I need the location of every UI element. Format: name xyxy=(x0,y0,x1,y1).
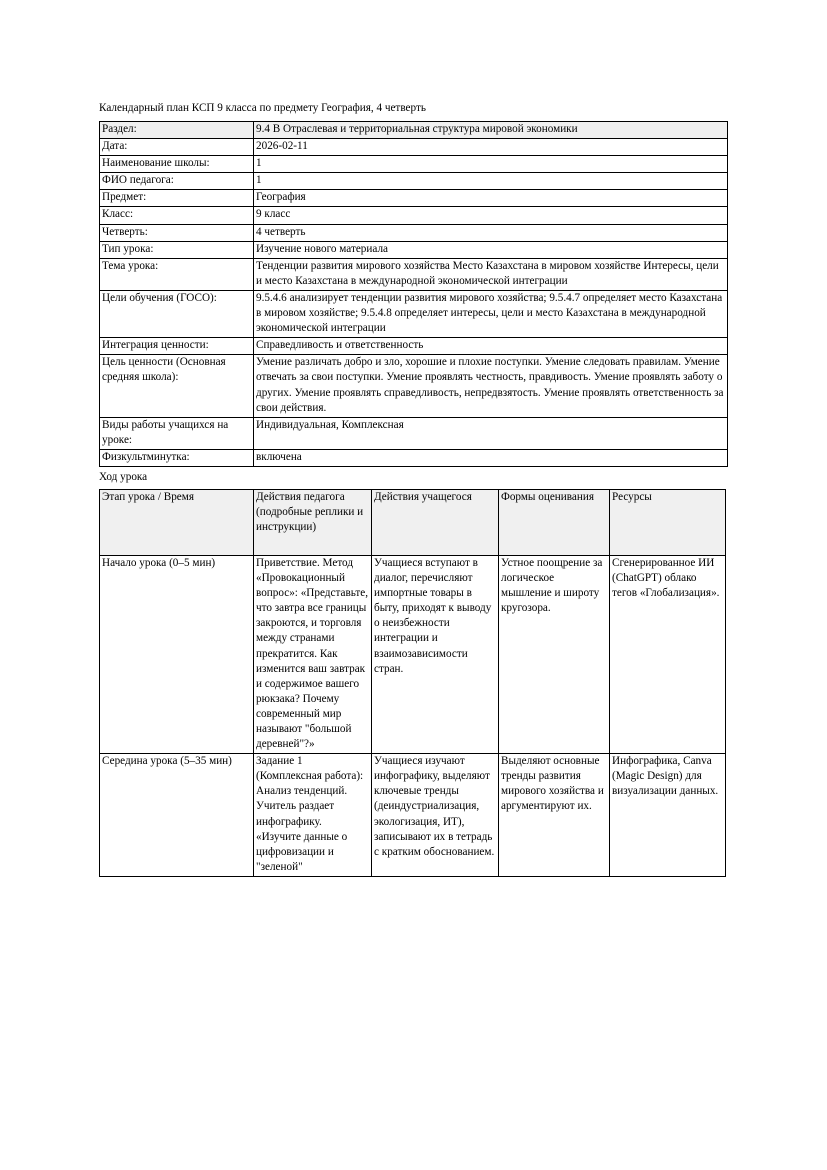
column-header-assessment: Формы оценивания xyxy=(499,489,610,555)
info-value: Изучение нового материала xyxy=(256,242,388,255)
info-label-cell xyxy=(100,241,254,258)
info-label: Интеграция ценности: xyxy=(102,339,209,352)
info-label-cell xyxy=(100,355,254,417)
info-value: 9 класс xyxy=(256,208,291,221)
info-label: Раздел: xyxy=(102,123,137,135)
info-label-cell xyxy=(100,417,254,449)
info-label-cell xyxy=(100,156,254,173)
info-value-cell xyxy=(254,173,728,190)
info-value: Справедливость и ответственность xyxy=(256,339,424,352)
info-value: Индивидуальная, Комплексная xyxy=(256,418,404,431)
table-row xyxy=(100,417,728,449)
table-row xyxy=(100,207,728,224)
info-value: включена xyxy=(256,450,302,463)
column-header-stage: Этап урока / Время xyxy=(100,489,254,555)
info-label: Цели обучения (ГОСО): xyxy=(102,291,217,304)
info-value: 9.5.4.6 анализирует тенденции развития мирового хозяйства; 9.5.4.7 определяет место Казахстана в мировом хозяйстве; 9.5.4.8 определяет интересы, цели и место Казахстана в международной экономической интеграции xyxy=(256,291,723,335)
cell-assessment: Выделяют основные тренды развития мирового хозяйства и аргументируют их. xyxy=(499,754,610,877)
cell-teacher-actions: Задание 1 (Комплексная работа): Анализ тенденций. Учитель раздает инфографику. «Изучите данные о цифровизации и "зеленой" xyxy=(254,754,372,877)
column-header-resources: Ресурсы xyxy=(610,489,726,555)
info-label-cell xyxy=(100,338,254,355)
table-header-row xyxy=(100,489,726,555)
info-label: Цель ценности (Основная средняя школа): xyxy=(102,356,226,384)
lesson-flow-header xyxy=(100,489,726,555)
info-value-cell xyxy=(254,122,728,139)
info-value-cell xyxy=(254,355,728,417)
lesson-flow-body xyxy=(100,555,726,876)
info-label-cell xyxy=(100,139,254,156)
table-row xyxy=(100,555,726,753)
cell-stage: Начало урока (0–5 мин) xyxy=(100,555,254,753)
info-label-cell xyxy=(100,173,254,190)
info-value-cell xyxy=(254,338,728,355)
info-value-cell xyxy=(254,139,728,156)
cell-resources: Инфографика, Canva (Magic Design) для визуализации данных. xyxy=(610,754,726,877)
info-value: 4 четверть xyxy=(256,225,306,238)
info-value-cell xyxy=(254,156,728,173)
info-value-cell xyxy=(254,241,728,258)
cell-stage: Середина урока (5–35 мин) xyxy=(100,754,254,877)
table-row xyxy=(100,258,728,290)
lesson-info-table xyxy=(99,121,728,467)
info-value: 1 xyxy=(256,174,262,187)
table-row xyxy=(100,754,726,877)
page-title: Календарный план КСП 9 класса по предмету География, 4 четверть xyxy=(99,102,426,114)
info-label: Класс: xyxy=(102,208,134,221)
info-value-cell xyxy=(254,207,728,224)
table-row xyxy=(100,338,728,355)
info-label: Дата: xyxy=(102,140,128,153)
info-label-cell xyxy=(100,449,254,466)
table-row xyxy=(100,190,728,207)
table-row xyxy=(100,449,728,466)
cell-student-actions: Учащиеся вступают в диалог, перечисляют импортные товары в быту, приходят к выводу о неизбежности интеграции и взаимозависимости стран. xyxy=(372,555,499,753)
info-label: Тип урока: xyxy=(102,242,154,255)
info-label-cell xyxy=(100,224,254,241)
info-label-cell xyxy=(100,207,254,224)
cell-assessment: Устное поощрение за логическое мышление и широту кругозора. xyxy=(499,555,610,753)
table-row xyxy=(100,122,728,139)
info-value: География xyxy=(256,191,306,204)
column-header-student-actions: Действия учащегося xyxy=(372,489,499,555)
info-label: Наименование школы: xyxy=(102,157,210,170)
document-content xyxy=(99,101,727,877)
table-row xyxy=(100,156,728,173)
info-value-cell xyxy=(254,417,728,449)
info-label: Тема урока: xyxy=(102,259,159,272)
table-row xyxy=(100,355,728,417)
table-row xyxy=(100,139,728,156)
info-label-cell xyxy=(100,290,254,337)
lesson-info-body xyxy=(100,122,728,467)
info-value-cell xyxy=(254,449,728,466)
table-row xyxy=(100,290,728,337)
cell-student-actions: Учащиеся изучают инфографику, выделяют ключевые тренды (деиндустриализация, экологизация, ИТ), записывают их в тетрадь с кратким обоснованием. xyxy=(372,754,499,877)
column-header-teacher-actions: Действия педагога (подробные реплики и инструкции) xyxy=(254,489,372,555)
section-heading-lesson-flow: Ход урока xyxy=(99,470,148,483)
info-value-cell xyxy=(254,190,728,207)
info-label-cell xyxy=(100,190,254,207)
info-label: Предмет: xyxy=(102,191,147,204)
info-value-cell xyxy=(254,258,728,290)
info-value: Тенденции развития мирового хозяйства Место Казахстана в мировом хозяйстве Интересы, цели и место Казахстана в международной экономической интеграции xyxy=(256,259,719,287)
info-value: 2026-02-11 xyxy=(256,140,308,153)
lesson-flow-table xyxy=(99,489,726,877)
info-label: Физкультминутка: xyxy=(102,450,190,463)
info-value: 9.4 В Отраслевая и территориальная структура мировой экономики xyxy=(256,123,578,135)
info-label: ФИО педагога: xyxy=(102,174,174,187)
info-value-cell xyxy=(254,290,728,337)
info-value: 1 xyxy=(256,157,262,170)
info-label: Четверть: xyxy=(102,225,148,238)
table-row xyxy=(100,241,728,258)
info-label-cell xyxy=(100,258,254,290)
table-row xyxy=(100,224,728,241)
info-value-cell xyxy=(254,224,728,241)
table-row xyxy=(100,173,728,190)
info-label: Виды работы учащихся на уроке: xyxy=(102,418,229,446)
cell-resources: Сгенерированное ИИ (ChatGPT) облако тегов «Глобализация». xyxy=(610,555,726,753)
info-label-cell xyxy=(100,122,254,139)
info-value: Умение различать добро и зло, хорошие и плохие поступки. Умение следовать правилам. Умение отвечать за свои поступки. Умение проявлять честность, правдивость. Умение проявлять заботу о других. Умение проявлять справедливость, непредвзятость. Умение проявлять ответственность за свои действия. xyxy=(256,356,724,414)
cell-teacher-actions: Приветствие. Метод «Провокационный вопрос»: «Представьте, что завтра все границы закроются, и торговля между странами прекратится. Как изменится ваш завтрак и содержимое вашего рюкзака? Почему современный мир называют "большой деревней"?» xyxy=(254,555,372,753)
